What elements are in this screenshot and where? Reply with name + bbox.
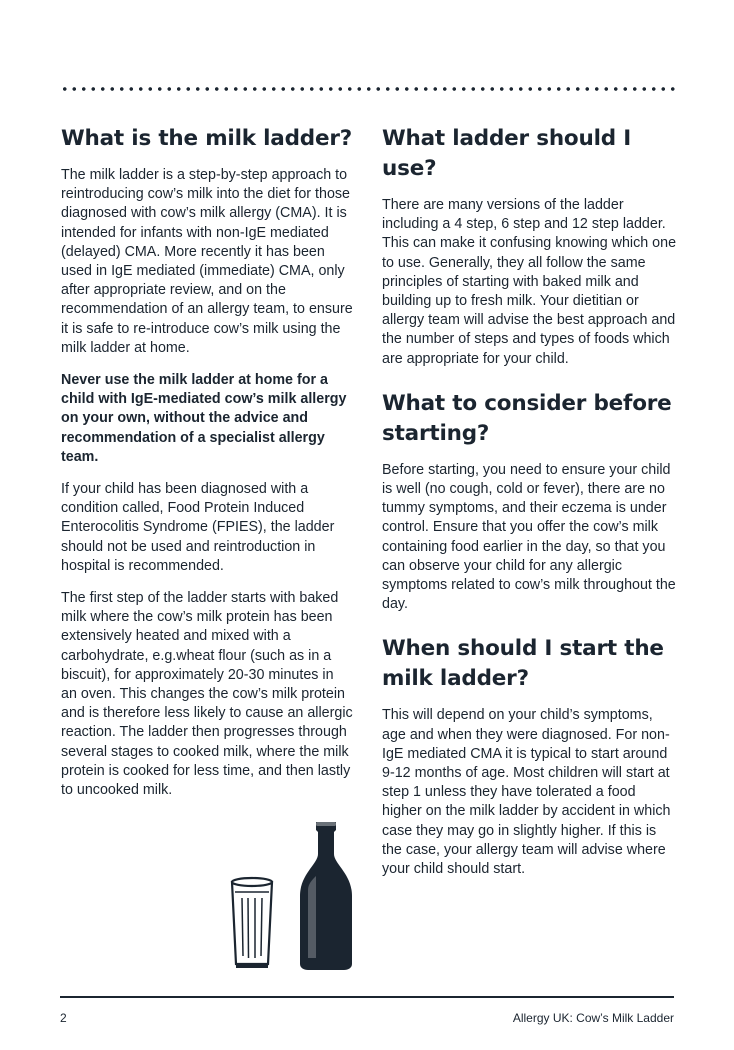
- milk-glass-icon: [232, 878, 272, 968]
- right-column: [382, 124, 678, 892]
- paragraph-before-starting: Before starting, you need to ensure your child is well (no cough, cold or fever), there are no tummy symptoms, and their eczema is under control. Ensure that you offer the cow’s milk containing food earlier in the day, so that you can observe your child for any allergic symptoms related to cow’s milk throughout the day.: [382, 461, 676, 613]
- footer-title: Allergy UK: Cow’s Milk Ladder: [512, 1011, 674, 1025]
- paragraph-first-step: The first step of the ladder starts with baked milk where the cow’s milk protein has been extensively heated and mixed with a carbohydrate, e.g.wheat flour (such as in a biscuit), for approximately 20-30 minutes in an oven. This changes the cow’s milk protein and is therefore less likely to cause an allergic reaction. The ladder then progresses through several stages to cooked milk, where the milk protein is cooked for less time, and then lastly to uncooked milk.: [61, 590, 353, 799]
- paragraph-when-to-start: This will depend on your child’s symptoms, age and when they were diagnosed. For non-IgE mediated CMA it is typical to start around 9-12 months of age. Most children will start at step 1 unless they have tolerated a food higher on the milk ladder by accident in which case they may go in slightly higher. If this is the case, your allergy team will advise where your child should start.: [382, 707, 671, 878]
- heading-which-ladder: What ladder should I use?: [382, 126, 632, 181]
- paragraph-fpies: If your child has been diagnosed with a condition called, Food Protein Induced Enterocolitis Syndrome (FPIES), the ladder should not be used and reintroduction in hospital is recommended.: [61, 481, 335, 574]
- page-number: 2: [60, 1011, 67, 1025]
- footer-divider: [60, 996, 674, 998]
- dotted-divider: [60, 85, 676, 93]
- milk-bottle-icon: [300, 822, 352, 970]
- paragraph-which-ladder: There are many versions of the ladder including a 4 step, 6 step and 12 step ladder. This can make it confusing knowing which one to use. Generally, they all follow the same principles of starting with baked milk and building up to fresh milk. Your dietitian or allergy team will advise the best approach and the number of steps and types of foods which are appropriate for your child.: [382, 197, 677, 367]
- heading-when-to-start: When should I start the milk ladder?: [382, 636, 664, 692]
- milk-illustration: [228, 818, 356, 970]
- paragraph-intro: The milk ladder is a step-by-step approach to reintroducing cow’s milk into the diet for those diagnosed with cow’s milk allergy (CMA). It is intended for infants with non-IgE mediated (delayed) CMA. More recently it has been used in IgE mediated (immediate) CMA, only after appropriate review, and on the recommendation of an allergy team, to ensure it is safe to re-introduce cow’s milk using the milk ladder at home.: [61, 167, 353, 356]
- paragraph-warning: Never use the milk ladder at home for a child with IgE-mediated cow’s milk allergy on your own, without the advice and recommendation of a specialist allergy team.: [61, 372, 347, 465]
- left-column: [61, 124, 357, 813]
- heading-what-is-milk-ladder: What is the milk ladder?: [61, 126, 353, 151]
- heading-before-starting: What to consider before starting?: [382, 390, 672, 446]
